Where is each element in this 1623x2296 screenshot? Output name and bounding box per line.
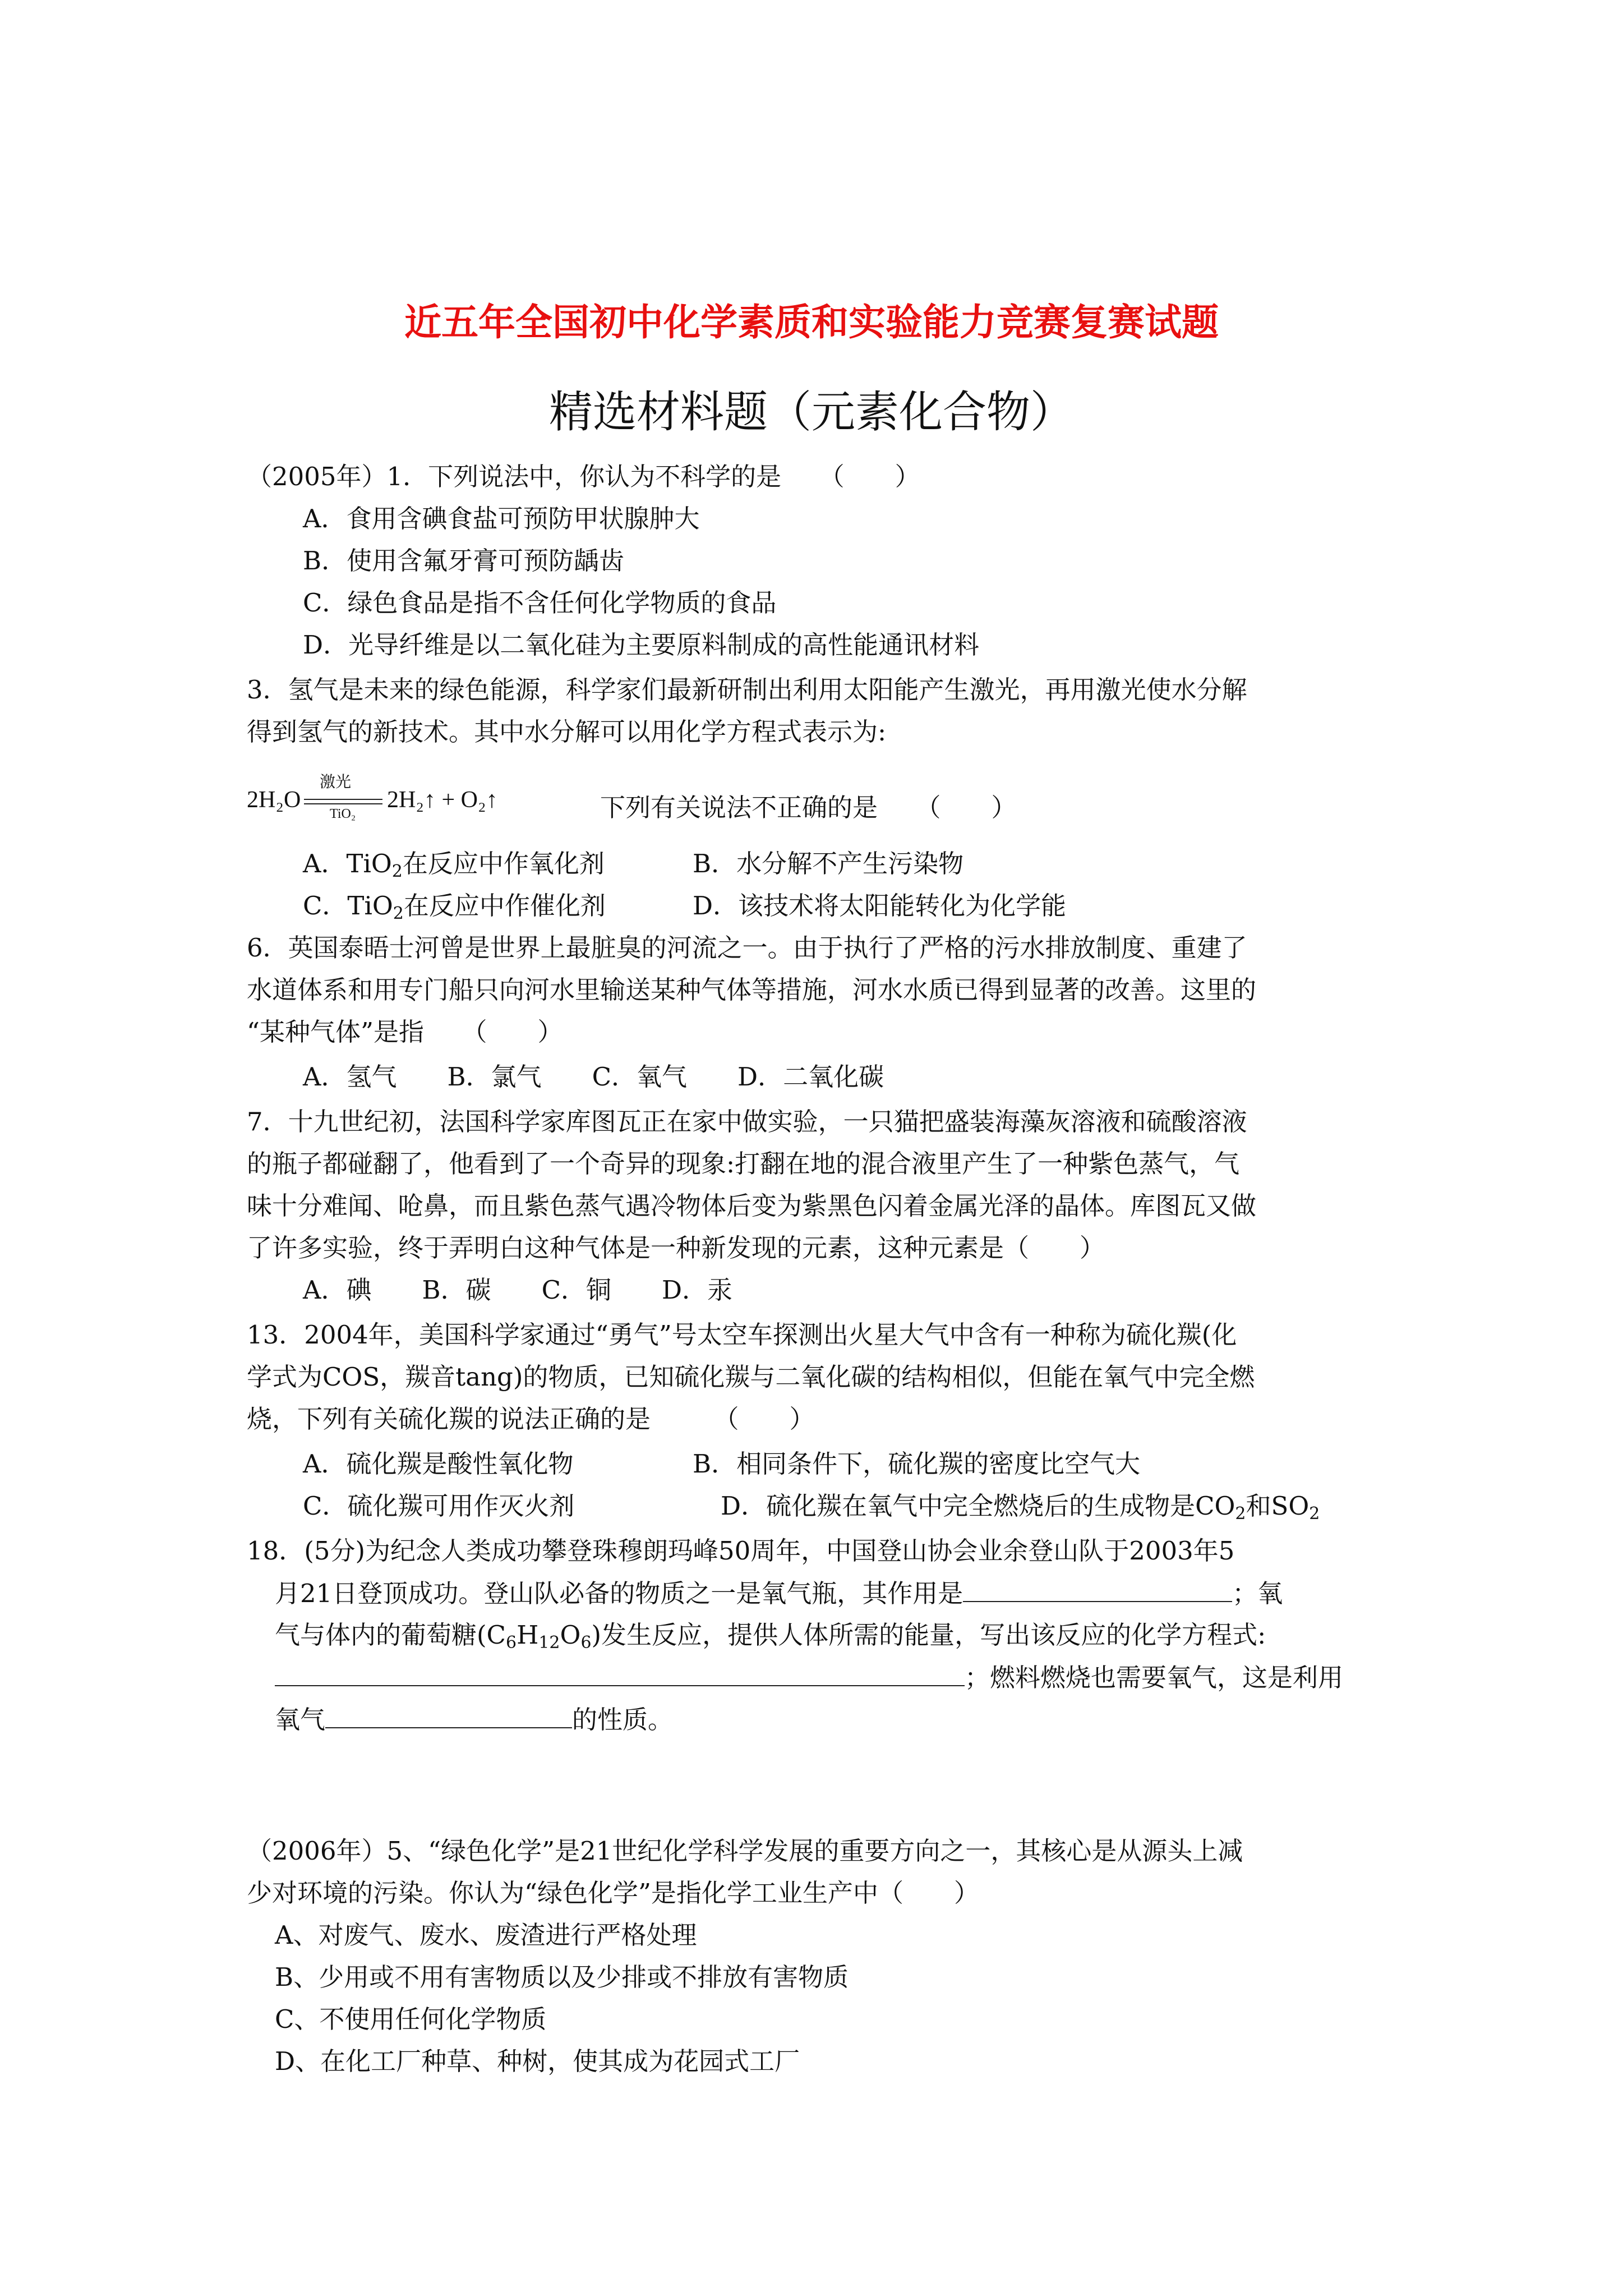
- q3-line1: 3．氢气是未来的绿色能源，科学家们最新研制出利用太阳能产生激光，再用激光使水分解: [247, 675, 1247, 705]
- q1-option-c: C．绿色食品是指不含任何化学物质的食品: [303, 588, 777, 618]
- q3-stem-tail: 下列有关说法不正确的是 （ ）: [600, 793, 1017, 822]
- q7-line1: 7．十九世纪初，法国科学家库图瓦正在家中做实验，一只猫把盛装海藻灰溶液和硫酸溶液: [247, 1107, 1247, 1137]
- equation-condition: 激光: [320, 774, 352, 791]
- q18-line4: ；燃料燃烧也需要氧气，这是利用: [275, 1660, 1343, 1695]
- q6-line2: 水道体系和用专门船只向河水里输送某种气体等措施，河水水质已得到显著的改善。这里的: [247, 975, 1257, 1005]
- q18-line5: 氧气 的性质。: [275, 1703, 673, 1737]
- q18-blank-property[interactable]: [325, 1703, 572, 1728]
- q3-chemical-equation: [247, 770, 583, 831]
- q13-option-a: A．硫化羰是酸性氧化物: [303, 1449, 574, 1479]
- q1-option-d: D．光导纤维是以二氧化硅为主要原料制成的高性能通讯材料: [303, 630, 980, 660]
- q3-option-c: C．TiO$_2$在反应中作催化剂: [303, 891, 606, 923]
- equation-catalyst: TiO₂: [330, 807, 356, 821]
- q13-line2: 学式为COS，羰音tang)的物质，已知硫化羰与二氧化碳的结构相似，但能在氧气中完全燃: [247, 1362, 1255, 1392]
- q6-line1: 6．英国泰晤士河曾是世界上最脏臭的河流之一。由于执行了严格的污水排放制度、重建了: [247, 933, 1247, 963]
- q18-line1: 18．(5分)为纪念人类成功攀登珠穆朗玛峰50周年，中国登山协会业余登山队于2003年5: [247, 1536, 1235, 1566]
- q2006-option-b: B、少用或不用有害物质以及少排或不排放有害物质: [275, 1962, 849, 1992]
- q3-option-d: D．该技术将太阳能转化为化学能: [693, 891, 1067, 921]
- q2006-option-a: A、对废气、废水、废渣进行严格处理: [275, 1920, 697, 1950]
- q3-option-b: B．水分解不产生污染物: [693, 849, 964, 878]
- equation-reactants: 2H₂O: [247, 787, 301, 813]
- q18-blank-oxygen-use[interactable]: [963, 1576, 1232, 1602]
- q2006-line1: （2006年）5、“绿色化学”是21世纪化学科学发展的重要方向之一，其核心是从源头上减: [247, 1836, 1243, 1866]
- equation-bar-bottom: [304, 803, 382, 804]
- q7-options: A．碘 B．碳 C．铜 D．汞: [303, 1275, 733, 1305]
- equation-bar-top: [304, 799, 382, 800]
- q7-line3: 味十分难闻、呛鼻，而且紫色蒸气遇冷物体后变为紫黑色闪着金属光泽的晶体。库图瓦又做: [247, 1191, 1257, 1221]
- q3-line2: 得到氢气的新技术。其中水分解可以用化学方程式表示为:: [247, 717, 887, 747]
- q13-line1: 13．2004年，美国科学家通过“勇气”号太空车探测出火星大气中含有一种称为硫化羰(化: [247, 1320, 1237, 1350]
- q7-line4: 了许多实验，终于弄明白这种气体是一种新发现的元素，这种元素是（ ）: [247, 1233, 1105, 1263]
- q13-option-b: B．相同条件下，硫化羰的密度比空气大: [693, 1449, 1141, 1479]
- q3-option-a: A．TiO$_2$在反应中作氧化剂: [303, 849, 605, 881]
- document-title: 近五年全国初中化学素质和实验能力竞赛复赛试题: [404, 301, 1219, 344]
- q18-line3: 气与体内的葡萄糖$(C_6H_{12}O_6)$发生反应，提供人体所需的能量，写出该反应的化学方程式:: [275, 1620, 1266, 1653]
- equation-products: 2H₂↑ + O₂↑: [387, 787, 498, 813]
- q13-line3: 烧，下列有关硫化羰的说法正确的是 （ ）: [247, 1404, 815, 1434]
- q7-line2: 的瓶子都碰翻了，他看到了一个奇异的现象:打翻在地的混合液里产生了一种紫色蒸气，气: [247, 1149, 1240, 1179]
- document-subtitle: 精选材料题（元素化合物）: [548, 387, 1074, 438]
- q2006-option-c: C、不使用任何化学物质: [275, 2004, 547, 2034]
- q6-line3: “某种气体”是指 （ ）: [247, 1017, 563, 1047]
- q13-option-c: C．硫化羰可用作灭火剂: [303, 1491, 575, 1521]
- q6-options: A．氢气 B．氯气 C．氧气 D．二氧化碳: [303, 1062, 884, 1092]
- q13-option-d: D．硫化羰在氧气中完全燃烧后的生成物是$CO_2$和$SO_2$: [721, 1491, 1320, 1524]
- q2006-line2: 少对环境的污染。你认为“绿色化学”是指化学工业生产中（ ）: [247, 1878, 980, 1908]
- q1-option-a: A．食用含碘食盐可预防甲状腺肿大: [303, 504, 700, 533]
- q2006-option-d: D、在化工厂种草、种树，使其成为花园式工厂: [275, 2046, 800, 2076]
- q18-blank-equation[interactable]: [275, 1660, 965, 1686]
- q18-line2: 月21日登顶成功。登山队必备的物质之一是氧气瓶，其作用是 ；氧: [275, 1576, 1283, 1611]
- q1-stem: （2005年）1．下列说法中，你认为不科学的是 （ ）: [247, 462, 920, 491]
- q1-option-b: B．使用含氟牙膏可预防龋齿: [303, 546, 625, 576]
